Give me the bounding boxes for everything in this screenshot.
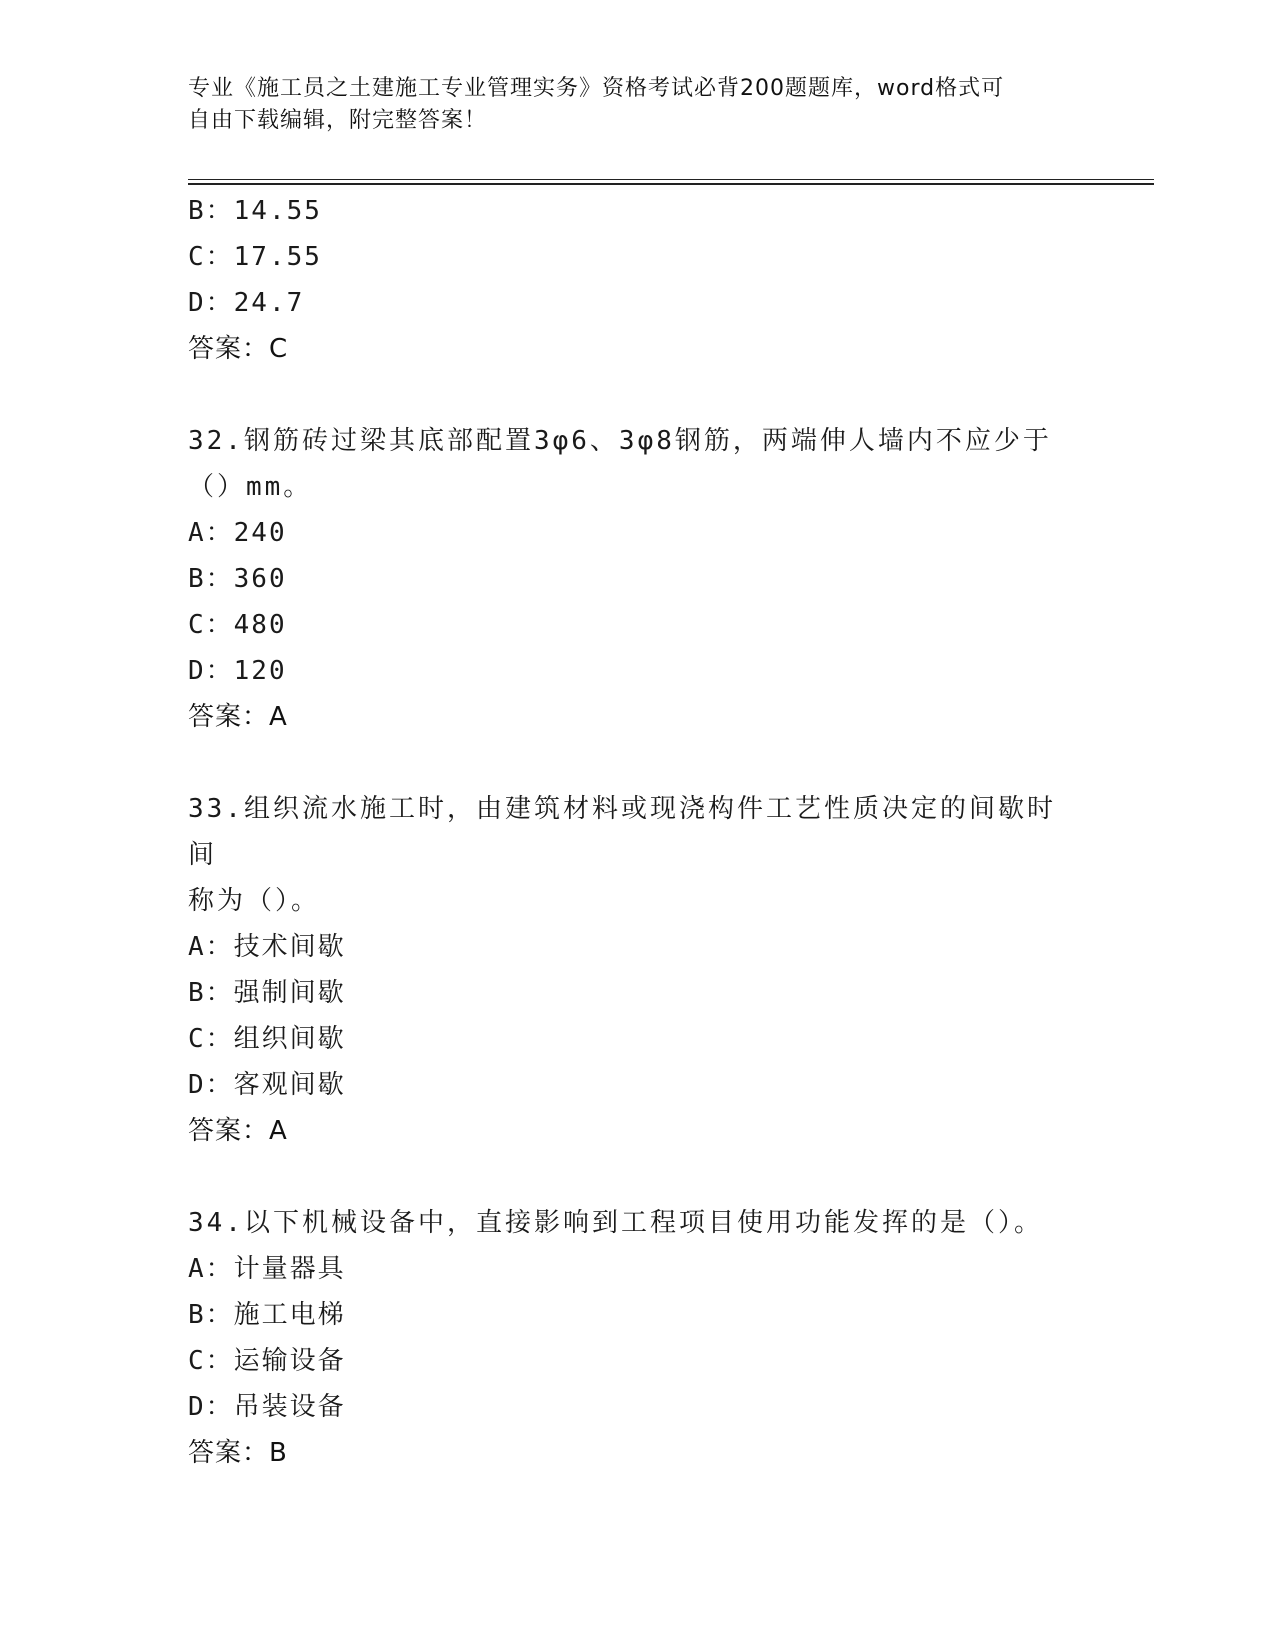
answer-line: 答案：A xyxy=(188,1116,288,1146)
option-a: A：240 xyxy=(188,518,287,548)
option-c: C：组织间歇 xyxy=(188,1024,346,1054)
question-text-line-1: 33.组织流水施工时，由建筑材料或现浇构件工艺性质决定的间歇时间 xyxy=(188,794,1056,870)
option-d: D：吊装设备 xyxy=(188,1392,346,1422)
question-list xyxy=(188,188,1088,1476)
question-text-line-2: （）mm。 xyxy=(188,472,313,502)
answer-line: 答案：C xyxy=(188,334,289,364)
question-text-line-2: 称为（）。 xyxy=(188,886,321,916)
option-b: B：施工电梯 xyxy=(188,1300,346,1330)
question-text xyxy=(188,418,1068,510)
question-text-line-1: 32.钢筋砖过梁其底部配置3φ6、3φ8钢筋，两端伸人墙内不应少于 xyxy=(188,426,1052,456)
option-b: B：360 xyxy=(188,564,287,594)
header-title-line-2: 自由下载编辑，附完整答案！ xyxy=(188,108,488,133)
answer-line: 答案：A xyxy=(188,702,288,732)
option-b: B：14.55 xyxy=(188,196,322,226)
header-divider-thick xyxy=(188,183,1154,185)
question-text xyxy=(188,1200,1068,1246)
option-d: D：24.7 xyxy=(188,288,305,318)
header-divider-thin xyxy=(188,179,1154,180)
option-c: C：17.55 xyxy=(188,242,322,272)
question-33 xyxy=(188,786,1088,1154)
option-d: D：120 xyxy=(188,656,287,686)
document-header xyxy=(188,73,1068,137)
question-32 xyxy=(188,418,1088,740)
header-title-line-1: 专业《施工员之土建施工专业管理实务》资格考试必背200题题库，word格式可 xyxy=(188,76,1005,101)
prev-question-tail xyxy=(188,188,1088,372)
option-c: C：运输设备 xyxy=(188,1346,346,1376)
option-a: A：计量器具 xyxy=(188,1254,346,1284)
question-text xyxy=(188,786,1068,924)
question-text-line-1: 34.以下机械设备中，直接影响到工程项目使用功能发挥的是（）。 xyxy=(188,1208,1043,1238)
option-b: B：强制间歇 xyxy=(188,978,346,1008)
option-a: A：技术间歇 xyxy=(188,932,346,962)
option-c: C：480 xyxy=(188,610,287,640)
question-34 xyxy=(188,1200,1088,1476)
option-d: D：客观间歇 xyxy=(188,1070,346,1100)
answer-line: 答案：B xyxy=(188,1438,288,1468)
